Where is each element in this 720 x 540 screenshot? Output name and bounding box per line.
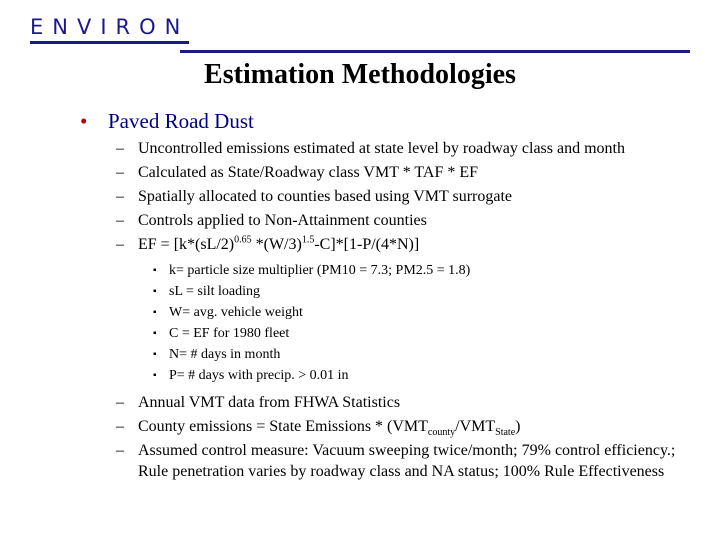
definition-text: N= # days in month	[169, 347, 281, 362]
definition-item	[80, 365, 680, 386]
formula	[138, 236, 419, 253]
sub-item-text: Controls applied to Non-Attainment counties	[138, 212, 427, 229]
sub-item-assumed-control	[80, 440, 680, 482]
logo-text: ENVIRON	[30, 15, 190, 39]
sub-item-county-emissions	[80, 416, 680, 437]
sub-item-text: Spatially allocated to counties based using VMT surrogate	[138, 188, 512, 205]
square-bullet-icon: ▪	[153, 349, 157, 360]
square-bullet-icon: ▪	[153, 370, 157, 381]
square-bullet-icon: ▪	[153, 286, 157, 297]
formula-part: -C]*[1-P/(4*N)]	[314, 236, 420, 253]
formula-exponent: 1.5	[301, 234, 315, 246]
definition-item	[80, 302, 680, 323]
definition-item	[80, 281, 680, 302]
dash-icon: –	[116, 418, 124, 435]
definition-text: k= particle size multiplier (PM10 = 7.3; PM2.5 = 1.8)	[169, 263, 471, 278]
environ-logo	[30, 14, 189, 44]
bullet-label: Paved Road Dust	[108, 109, 254, 133]
dash-icon: –	[116, 188, 124, 205]
definitions-list	[80, 260, 680, 386]
sub-item-annual-vmt	[80, 392, 680, 413]
slide-content	[80, 108, 680, 485]
definition-item	[80, 260, 680, 281]
state-subscript: State	[495, 427, 516, 439]
county-part: )	[515, 418, 521, 435]
sub-item-text: Uncontrolled emissions estimated at state level by roadway class and month	[138, 140, 625, 157]
sub-item-calculated	[80, 162, 680, 183]
definition-text: W= avg. vehicle weight	[169, 305, 303, 320]
formula-exponent: 0.65	[234, 234, 252, 246]
dash-icon: –	[116, 394, 124, 411]
sub-item-text: Calculated as State/Roadway class VMT * TAF * EF	[138, 164, 479, 181]
square-bullet-icon: ▪	[153, 307, 157, 318]
header-rule	[180, 50, 690, 53]
definition-item	[80, 344, 680, 365]
county-subscript: county	[427, 427, 456, 439]
definition-item	[80, 323, 680, 344]
dash-icon: –	[116, 442, 124, 459]
sub-item-controls	[80, 210, 680, 231]
dash-icon: –	[116, 212, 124, 229]
county-part: /VMT	[455, 418, 496, 435]
definition-text: sL = silt loading	[169, 284, 260, 299]
sub-item-text: Assumed control measure: Vacuum sweeping twice/month; 79% control efficiency.; Rule penetration varies by roadway class and NA status; 100% Rule Effectiveness	[138, 442, 676, 480]
square-bullet-icon: ▪	[153, 265, 157, 276]
county-part: County emissions = State Emissions * (VMT	[138, 418, 428, 435]
sub-item-spatially	[80, 186, 680, 207]
county-formula	[138, 418, 521, 439]
square-bullet-icon: ▪	[153, 328, 157, 339]
bullet-paved-road-dust	[80, 108, 680, 134]
bullet-dot-icon: •	[80, 109, 88, 133]
dash-icon: –	[116, 140, 124, 157]
formula-part: EF = [k*(sL/2)	[138, 236, 235, 253]
definition-text: C = EF for 1980 fleet	[169, 326, 290, 341]
dash-icon: –	[116, 164, 124, 181]
definition-text: P= # days with precip. > 0.01 in	[169, 368, 349, 383]
sub-item-uncontrolled	[80, 138, 680, 159]
formula-part: *(W/3)	[251, 236, 302, 253]
slide-title: Estimation Methodologies	[204, 59, 516, 90]
sub-item-text: Annual VMT data from FHWA Statistics	[138, 394, 401, 411]
sub-item-ef-formula	[80, 234, 680, 255]
dash-icon: –	[116, 236, 124, 253]
